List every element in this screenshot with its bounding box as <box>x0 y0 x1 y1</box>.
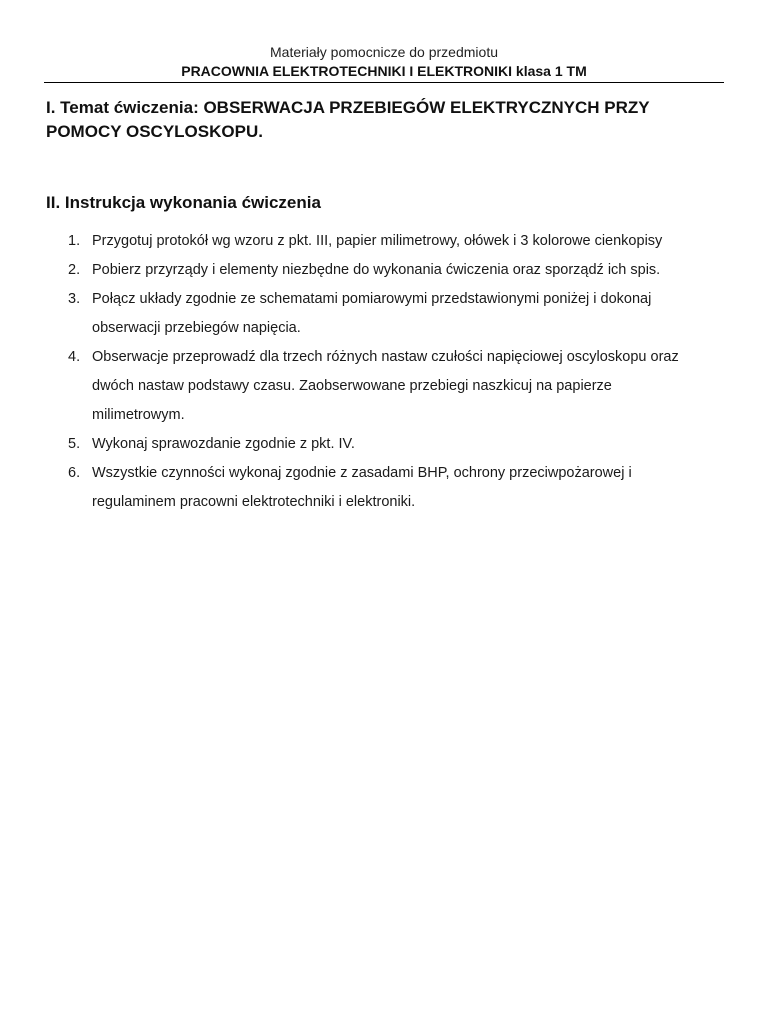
instructions-list <box>66 227 706 517</box>
page-header <box>44 42 724 80</box>
header-divider <box>44 82 724 83</box>
list-item <box>66 227 706 256</box>
list-item <box>66 343 706 430</box>
list-item-text: Pobierz przyrządy i elementy niezbędne do wykonania ćwiczenia oraz sporządź ich spis. <box>92 262 661 278</box>
header-subject-line: Materiały pomocnicze do przedmiotu <box>270 44 498 60</box>
list-item <box>66 256 706 285</box>
instructions-heading: II. Instrukcja wykonania ćwiczenia <box>46 193 321 212</box>
exercise-topic-heading: I. Temat ćwiczenia: OBSERWACJA PRZEBIEGÓW ELEKTRYCZNYCH PRZY POMOCY OSCYLOSKOPU. <box>46 98 650 141</box>
list-item-text: Wszystkie czynności wykonaj zgodnie z zasadami BHP, ochrony przeciwpożarowej i regulaminem pracowni elektrotechniki i elektroniki. <box>92 465 632 510</box>
header-course-line: PRACOWNIA ELEKTROTECHNIKI I ELEKTRONIKI klasa 1 TM <box>181 63 587 79</box>
list-item <box>66 459 706 517</box>
list-item-number: 6. <box>68 465 81 481</box>
list-item-number: 1. <box>68 233 81 249</box>
list-item-number: 4. <box>68 349 81 365</box>
list-item-text: Obserwacje przeprowadź dla trzech różnych nastaw czułości napięciowej oscyloskopu oraz dwóch nastaw podstawy czasu. Zaobserwowane przebiegi naszkicuj na papierze milimetrowym. <box>92 349 679 423</box>
list-item-text: Wykonaj sprawozdanie zgodnie z pkt. IV. <box>92 436 355 452</box>
list-item-number: 2. <box>68 262 81 278</box>
list-item <box>66 430 706 459</box>
list-item <box>66 285 706 343</box>
list-item-text: Przygotuj protokół wg wzoru z pkt. III, papier milimetrowy, ołówek i 3 kolorowe cienkopisy <box>92 233 663 249</box>
list-item-number: 5. <box>68 436 81 452</box>
list-item-text: Połącz układy zgodnie ze schematami pomiarowymi przedstawionymi poniżej i dokonaj obserwacji przebiegów napięcia. <box>92 291 652 336</box>
list-item-number: 3. <box>68 291 81 307</box>
